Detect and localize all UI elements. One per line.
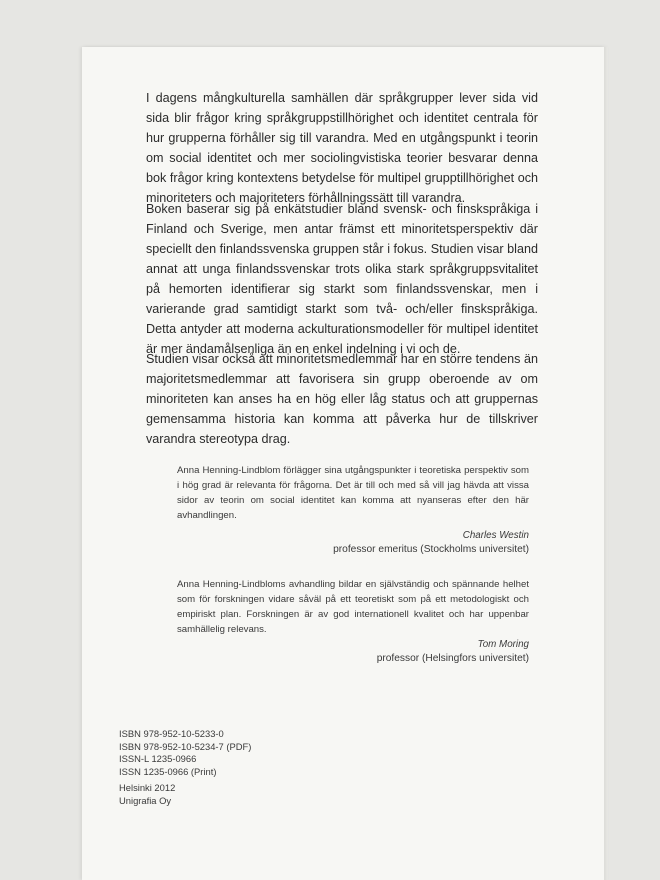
identifier-list <box>119 728 251 778</box>
book-back-cover <box>82 47 604 880</box>
review-quote-2: Anna Henning-Lindbloms avhandling bildar en självständig och spännande helhet som för forskningen vidare såväl på ett teoretiskt som på ett metodologiskt och empiriskt plan. Forskningen är av god internationell kvalitet och har uppenbar samhällelig relevans. <box>177 579 529 635</box>
imprint-place-year: Helsinki 2012 <box>119 782 176 793</box>
review-role-1: professor emeritus (Stockholms universitet) <box>333 544 529 555</box>
intro-paragraph-3: Studien visar också att minoritetsmedlemmar har en större tendens än majoritetsmedlemmar att favorisera sin grupp oberoende av om minoriteten kan anses ha en hög eller låg status och att gruppernas gemensamma historia kan komma att påverka hur de tillskriver varandra stereotypa drag. <box>146 352 538 446</box>
review-author-2: Tom Moring <box>477 639 529 650</box>
review-role-2: professor (Helsingfors universitet) <box>376 653 529 664</box>
issn-print: ISSN 1235-0966 (Print) <box>119 765 217 777</box>
imprint <box>119 782 175 807</box>
isbn-print: ISBN 978-952-10-5233-0 <box>119 728 224 739</box>
intro-paragraph-1: I dagens mångkulturella samhällen där språkgrupper lever sida vid sida blir frågor kring språkgruppstillhörighet och identitet centrala för hur grupperna förhåller sig till varandra. Med en utgångspunkt i teorin om social identitet och mer sociolingvistiska teorier besvarar denna bok frågor kring kontextens betydelse för multipel grupptillhörighet och minoriteters och majoriteters förhållningssätt till varandra. <box>146 91 538 205</box>
issn-l: ISSN-L 1235-0966 <box>119 753 197 764</box>
isbn-pdf: ISBN 978-952-10-5234-7 (PDF) <box>119 740 252 752</box>
intro-paragraph-2: Boken baserar sig på enkätstudier bland svensk- och finskspråkiga i Finland och Sverige, men antar främst ett minoritetsperspektiv där speciellt den finlandssvenska gruppen står i fokus. Studien visar bland annat att unga finlandssvenskar trots olika stark språkgruppsvitalitet på hemorten identifierar sig starkt som finlandssvenskar, men i varierande grad samtidigt starkt som två- och/eller finskspråkiga. Detta antyder att moderna ackulturationsmodeller för multipel identitet är mer ändamålsenliga än en enkel indelning i vi och de. <box>146 202 538 356</box>
imprint-printer: Unigrafia Oy <box>119 794 172 806</box>
review-author-1: Charles Westin <box>462 530 529 541</box>
review-quote-1: Anna Henning-Lindblom förlägger sina utgångspunkter i teoretiska perspektiv som i hög grad är relevanta för frågorna. Det är till och med så vill jag hävda att vissa sidor av teorin om social identitet kan komma att nyanseras efter den här avhandlingen. <box>177 465 529 521</box>
